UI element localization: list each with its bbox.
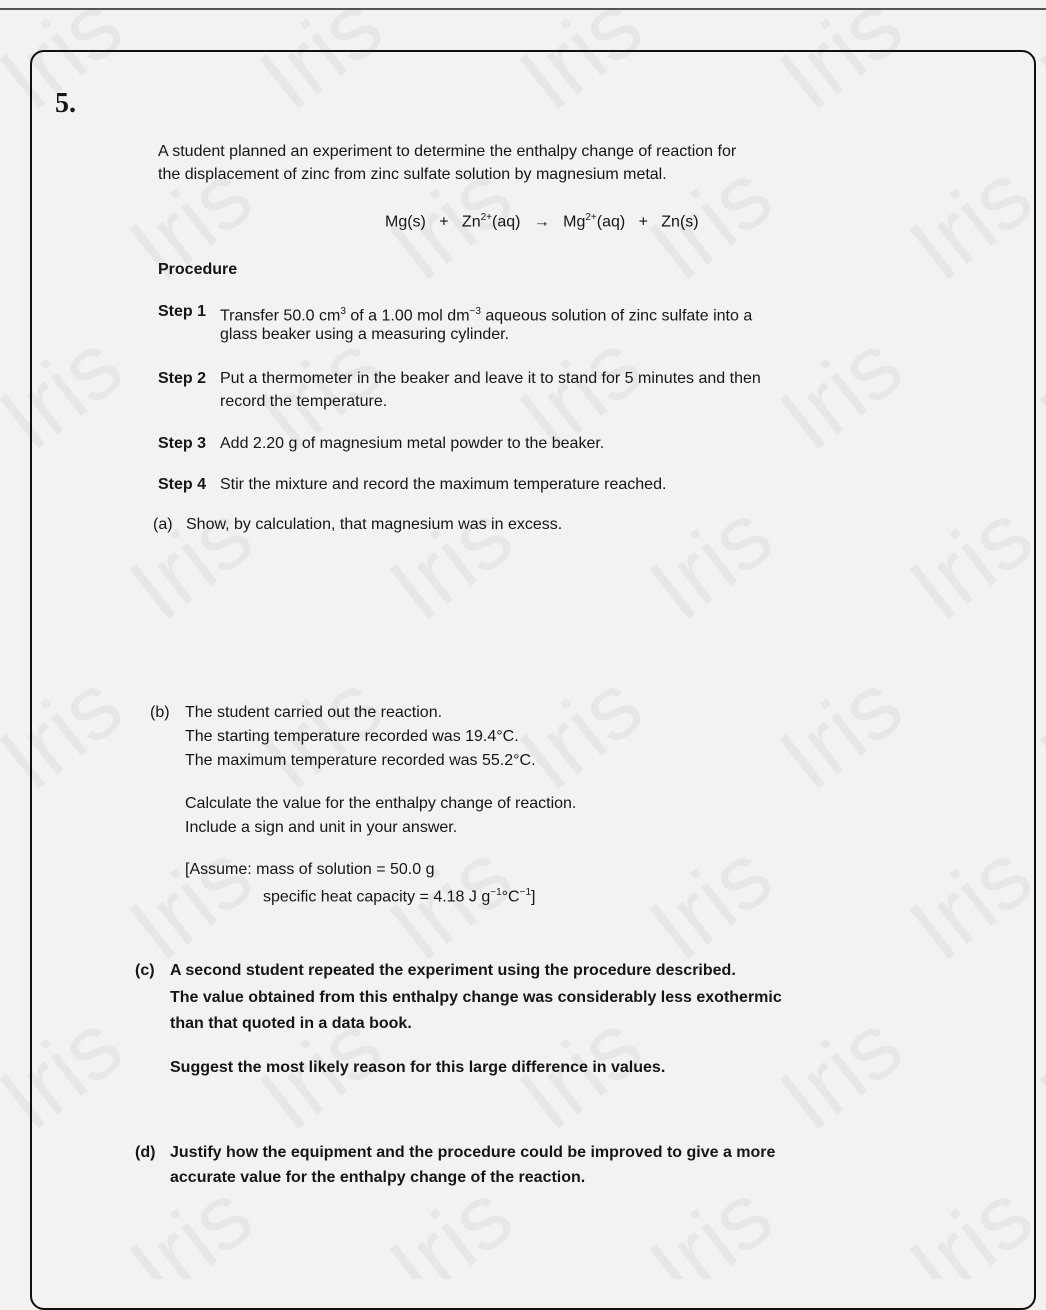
eq-zn-ion: Zn [461, 213, 481, 231]
step-2-label: Step 2 [158, 370, 207, 387]
assume-2-text-a: specific heat capacity = 4.18 J g [263, 888, 491, 906]
eq-mg-ion: Mg [563, 213, 586, 231]
assume-2-text-b: °C [501, 888, 520, 906]
eq-mg-charge: 2+ [585, 212, 597, 223]
question-number: 5. [55, 88, 76, 119]
assume-2-text-c: ] [531, 888, 536, 906]
step-3-line-1: Add 2.20 g of magnesium metal powder to the beaker. [220, 435, 605, 452]
part-d-text: value for the enthalpy change of the reaction. [235, 1169, 586, 1186]
watermark-text [0, 1163, 12, 1279]
step-1-text-a: Transfer 50.0 cm [220, 307, 341, 325]
intro-line-2: the displacement of zinc from zinc sulfate solution by magnesium metal. [158, 166, 667, 183]
step-1-label: Step 1 [158, 303, 207, 320]
step-1-sup-b: −3 [469, 306, 481, 317]
part-c-line-1: A second student repeated the experiment using the procedure described. [170, 962, 736, 979]
part-b-line-4: Calculate the value for the enthalpy change of reaction. [185, 795, 577, 812]
step-1-sup-a: 3 [340, 306, 346, 317]
part-b-assume-2 [263, 880, 535, 909]
part-c-line-3: than that quoted in a data book. [170, 1015, 412, 1032]
part-b-assume-1: [Assume: mass of solution = 50.0 g [185, 861, 435, 878]
question-frame [30, 50, 1036, 1310]
part-c-line-2: The value obtained from this enthalpy change was considerably less exothermic [170, 989, 782, 1006]
part-b-line-5: Include a sign and unit in your answer. [185, 819, 458, 836]
eq-arrow: → [533, 213, 550, 231]
eq-aq-2: (aq) [596, 213, 626, 231]
part-a-text: Show, by calculation, that magnesium was in excess. [186, 516, 563, 533]
eq-plus-2: + [638, 213, 648, 231]
step-3-label: Step 3 [158, 435, 207, 452]
watermark-text [0, 823, 12, 981]
eq-zn: Zn(s) [661, 213, 699, 231]
eq-aq-1: (aq) [492, 213, 521, 231]
procedure-heading: Procedure [158, 261, 238, 278]
step-2-line-2: record the temperature. [220, 393, 388, 410]
part-d-emphasis: accurate [170, 1169, 236, 1186]
eq-plus-1: + [439, 213, 449, 231]
part-b-line-2: The starting temperature recorded was 19.4°C. [185, 728, 519, 745]
part-d-line-2 [170, 1165, 585, 1190]
part-b-line-3: The maximum temperature recorded was 55.2°C. [185, 752, 536, 769]
step-1-text-b: of a 1.00 mol dm [345, 307, 470, 325]
step-4-line-1: Stir the mixture and record the maximum temperature reached. [220, 476, 667, 493]
watermark-text [0, 483, 12, 641]
part-c-label: (c) [135, 962, 155, 979]
assume-2-sup-a: −1 [490, 887, 502, 898]
eq-mg: Mg(s) [385, 213, 426, 231]
part-b-label: (b) [150, 704, 170, 721]
part-a-label: (a) [153, 516, 173, 533]
step-2-line-1: Put a thermometer in the beaker and leave it to stand for 5 minutes and then [220, 370, 761, 387]
step-1-text-c: aqueous solution of zinc sulfate into a [480, 307, 753, 325]
step-4-label: Step 4 [158, 476, 207, 493]
top-rule [0, 8, 1046, 10]
reaction-equation [385, 212, 699, 231]
part-c-line-4: Suggest the most likely reason for this large difference in values. [170, 1059, 666, 1076]
part-b-line-1: The student carried out the reaction. [185, 704, 443, 721]
assume-2-sup-b: −1 [519, 887, 532, 898]
step-1-line-2: glass beaker using a measuring cylinder. [220, 326, 510, 343]
watermark-text [0, 143, 12, 301]
part-d-line-1: Justify how the equipment and the procedure could be improved to give a more [170, 1144, 776, 1161]
part-d-label: (d) [135, 1144, 156, 1161]
intro-line-1: A student planned an experiment to determine the enthalpy change of reaction for [158, 143, 737, 160]
eq-zn-charge: 2+ [480, 212, 492, 223]
